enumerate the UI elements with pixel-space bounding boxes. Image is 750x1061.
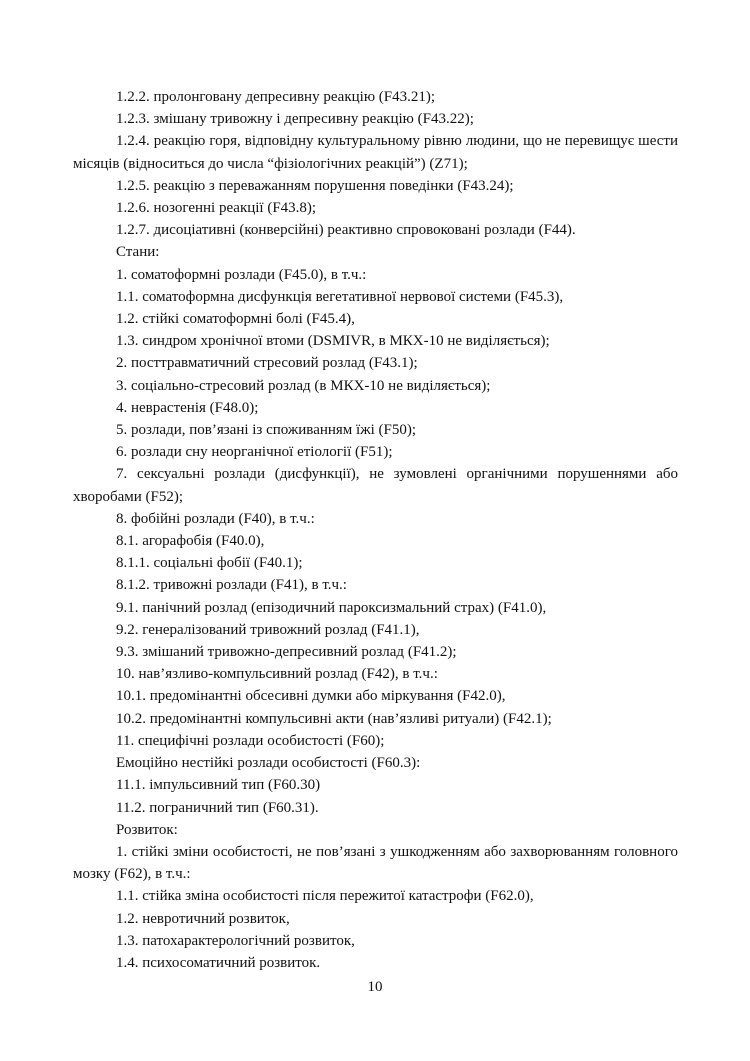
paragraph-18: 8. фобійні розлади (F40), в т.ч.: bbox=[116, 510, 315, 527]
paragraph-22: 9.1. панічний розлад (епізодичний пароксизмальний страх) (F41.0), bbox=[116, 599, 547, 616]
paragraph-6: 1.2.7. дисоціативні (конверсійні) реактивно спровоковані розлади (F44). bbox=[116, 222, 576, 239]
paragraph-12: 2. посттравматичний стресовий розлад (F43.1); bbox=[116, 355, 418, 372]
paragraph-5: 1.2.6. нозогенні реакції (F43.8); bbox=[116, 200, 317, 217]
page-number: 10 bbox=[367, 979, 383, 995]
paragraph-4: 1.2.5. реакцію з переважанням порушення поведінки (F43.24); bbox=[116, 177, 514, 194]
paragraph-33: 1. стійкі зміни особистості, не пов’язані з ушкодженням або захворюванням головного мозку (F62), в т.ч.: bbox=[73, 843, 678, 883]
paragraph-27: 10.2. предомінантні компульсивні акти (нав’язливі ритуали) (F42.1); bbox=[116, 710, 552, 727]
document-body bbox=[73, 86, 678, 974]
paragraph-21: 8.1.2. тривожні розлади (F41), в т.ч.: bbox=[116, 577, 347, 594]
paragraph-29: Емоційно нестійкі розлади особистості (F60.3): bbox=[116, 755, 421, 772]
paragraph-23: 9.2. генералізований тривожний розлад (F41.1), bbox=[116, 621, 420, 638]
paragraph-24: 9.3. змішаний тривожно-депресивний розлад (F41.2); bbox=[116, 644, 457, 661]
section-heading-states: Стани: bbox=[116, 244, 160, 261]
paragraph-15: 5. розлади, пов’язані із споживанням їжі (F50); bbox=[116, 422, 416, 439]
paragraph-10: 1.2. стійкі соматоформні болі (F45.4), bbox=[116, 311, 355, 328]
paragraph-17: 7. сексуальні розлади (дисфункції), не зумовлені органічними порушеннями або хворобами (F52); bbox=[73, 466, 678, 505]
paragraph-1: 1.2.2. пролонговану депресивну реакцію (F43.21); bbox=[116, 89, 436, 105]
paragraph-8: 1. соматоформні розлади (F45.0), в т.ч.: bbox=[116, 266, 367, 283]
paragraph-20: 8.1.1. соціальні фобії (F40.1); bbox=[116, 555, 303, 572]
paragraph-28: 11. специфічні розлади особистості (F60); bbox=[116, 732, 385, 749]
paragraph-31: 11.2. пограничний тип (F60.31). bbox=[116, 799, 319, 816]
paragraph-36: 1.3. патохарактерологічний розвиток, bbox=[116, 932, 355, 949]
paragraph-37: 1.4. психосоматичний розвиток. bbox=[116, 954, 321, 971]
paragraph-11: 1.3. синдром хронічної втоми (DSMIVR, в МКХ-10 не виділяється); bbox=[116, 333, 550, 350]
paragraph-2: 1.2.3. змішану тривожну і депресивну реакцію (F43.22); bbox=[116, 111, 474, 128]
paragraph-3: 1.2.4. реакцію горя, відповідну культуральному рівню людини, що не перевищує шести місяців (відноситься до числа “фізіологічних реакцій”) (Z71); bbox=[73, 133, 678, 172]
paragraph-35: 1.2. невротичний розвиток, bbox=[116, 910, 290, 927]
paragraph-16: 6. розлади сну неорганічної етіології (F51); bbox=[116, 444, 393, 461]
paragraph-34: 1.1. стійка зміна особистості після пережитої катастрофи (F62.0), bbox=[116, 888, 534, 905]
paragraph-9: 1.1. соматоформна дисфункція вегетативної нервової системи (F45.3), bbox=[116, 288, 564, 305]
paragraph-30: 11.1. імпульсивний тип (F60.30) bbox=[116, 777, 321, 794]
paragraph-14: 4. неврастенія (F48.0); bbox=[116, 399, 259, 416]
paragraph-25: 10. нав’язливо-компульсивний розлад (F42), в т.ч.: bbox=[116, 666, 438, 683]
paragraph-19: 8.1. агорафобія (F40.0), bbox=[116, 533, 265, 550]
section-heading-development: Розвиток: bbox=[116, 821, 178, 838]
paragraph-13: 3. соціально-стресовий розлад (в МКХ-10 не виділяється); bbox=[116, 377, 491, 394]
paragraph-26: 10.1. предомінантні обсесивні думки або міркування (F42.0), bbox=[116, 688, 506, 705]
